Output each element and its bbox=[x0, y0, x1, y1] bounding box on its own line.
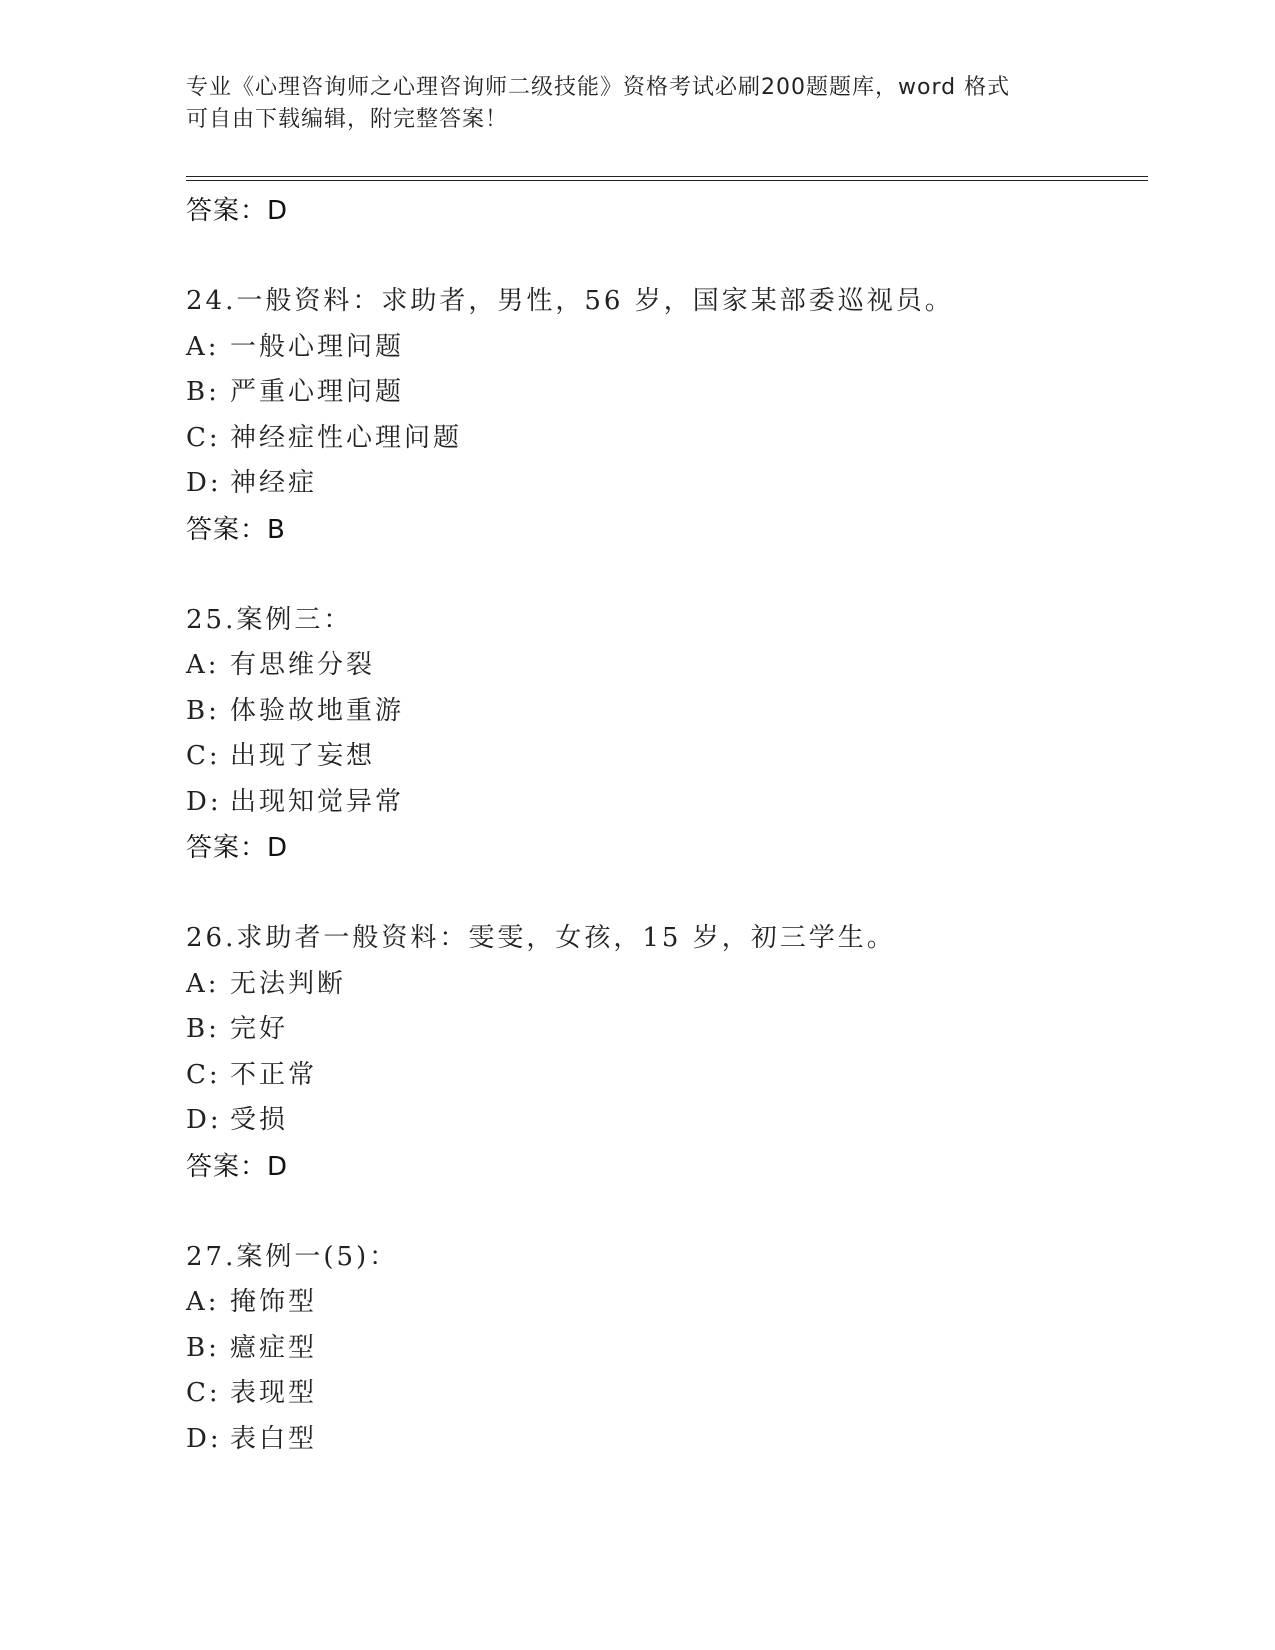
option-text: 神经症性心理问题 bbox=[230, 422, 463, 453]
question-title: 27.案例一(5)： bbox=[186, 1241, 399, 1272]
option-text: 表现型 bbox=[230, 1378, 318, 1408]
option-text: 体验故地重游 bbox=[230, 695, 405, 726]
question-answer: 答案：D bbox=[186, 1151, 289, 1182]
option-text: 出现知觉异常 bbox=[230, 786, 405, 817]
option-letter: A: bbox=[186, 331, 220, 362]
option-c bbox=[186, 416, 1146, 462]
option-c bbox=[186, 1371, 1146, 1417]
option-letter: D: bbox=[186, 786, 222, 817]
question-list bbox=[186, 188, 1146, 1462]
option-letter: C: bbox=[186, 422, 221, 453]
option-text: 一般心理问题 bbox=[230, 331, 405, 362]
option-letter: A: bbox=[186, 650, 220, 680]
option-c bbox=[186, 734, 1146, 780]
option-d bbox=[186, 1098, 1146, 1144]
option-text: 受损 bbox=[230, 1105, 289, 1135]
option-b bbox=[186, 689, 1146, 735]
question-answer: 答案：D bbox=[186, 833, 289, 863]
option-d bbox=[186, 461, 1146, 507]
header-line-2: 可自由下载编辑，附完整答案！ bbox=[186, 107, 509, 132]
option-text: 有思维分裂 bbox=[230, 650, 376, 680]
question-27 bbox=[186, 1235, 1146, 1463]
option-letter: B: bbox=[186, 1332, 220, 1363]
previous-answer: 答案：D bbox=[186, 196, 289, 226]
option-letter: B: bbox=[186, 695, 220, 726]
spacer bbox=[186, 553, 1146, 598]
option-letter: C: bbox=[186, 1378, 221, 1408]
option-text: 掩饰型 bbox=[230, 1287, 318, 1317]
spacer bbox=[186, 1190, 1146, 1235]
header-divider-bottom bbox=[186, 180, 1148, 181]
option-b bbox=[186, 370, 1146, 416]
option-text: 不正常 bbox=[230, 1059, 318, 1090]
option-letter: D: bbox=[186, 468, 222, 498]
option-letter: A: bbox=[186, 1287, 220, 1317]
option-a bbox=[186, 325, 1146, 371]
document-header bbox=[186, 72, 1086, 136]
option-letter: B: bbox=[186, 377, 220, 407]
option-b bbox=[186, 1007, 1146, 1053]
option-c bbox=[186, 1053, 1146, 1099]
question-24 bbox=[186, 279, 1146, 553]
question-title: 25.案例三： bbox=[186, 604, 353, 635]
option-a bbox=[186, 1280, 1146, 1326]
option-text: 严重心理问题 bbox=[230, 377, 405, 407]
option-a bbox=[186, 962, 1146, 1008]
option-a bbox=[186, 643, 1146, 689]
option-letter: C: bbox=[186, 1059, 221, 1090]
option-text: 无法判断 bbox=[230, 968, 347, 999]
option-letter: D: bbox=[186, 1423, 222, 1454]
question-answer: 答案：B bbox=[186, 514, 286, 545]
option-d bbox=[186, 780, 1146, 826]
option-text: 神经症 bbox=[230, 468, 318, 498]
spacer bbox=[186, 871, 1146, 916]
option-text: 表白型 bbox=[230, 1423, 318, 1454]
option-text: 出现了妄想 bbox=[230, 741, 376, 771]
option-letter: B: bbox=[186, 1014, 220, 1044]
question-title: 24.一般资料：求助者，男性，56 岁，国家某部委巡视员。 bbox=[186, 286, 954, 316]
option-letter: A: bbox=[186, 968, 220, 999]
option-text: 癔症型 bbox=[230, 1332, 318, 1363]
option-letter: D: bbox=[186, 1105, 222, 1135]
option-letter: C: bbox=[186, 741, 221, 771]
header-divider-top bbox=[186, 176, 1148, 177]
option-text: 完好 bbox=[230, 1014, 289, 1044]
question-25 bbox=[186, 598, 1146, 872]
header-line-1: 专业《心理咨询师之心理咨询师二级技能》资格考试必刷200题题库，word 格式 bbox=[186, 75, 1011, 100]
question-26 bbox=[186, 916, 1146, 1190]
spacer bbox=[186, 234, 1146, 279]
option-d bbox=[186, 1417, 1146, 1463]
question-title: 26.求助者一般资料：雯雯，女孩，15 岁，初三学生。 bbox=[186, 923, 896, 953]
option-b bbox=[186, 1326, 1146, 1372]
